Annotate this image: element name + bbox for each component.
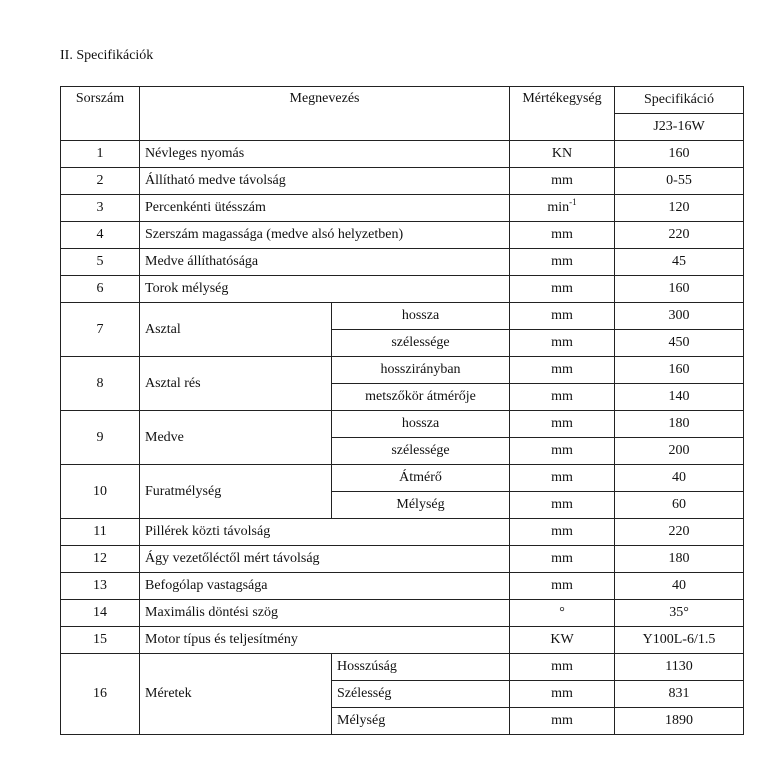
row-unit: mm bbox=[510, 330, 615, 357]
row-unit: mm bbox=[510, 573, 615, 600]
row-number: 14 bbox=[61, 600, 140, 627]
row-name: Szerszám magassága (medve alsó helyzetben) bbox=[140, 222, 510, 249]
table-row bbox=[61, 222, 744, 249]
row-value: 160 bbox=[615, 276, 744, 303]
row-unit: mm bbox=[510, 438, 615, 465]
row-sub-name: Átmérő bbox=[332, 465, 510, 492]
row-value: 220 bbox=[615, 222, 744, 249]
row-value: 40 bbox=[615, 465, 744, 492]
row-name: Torok mélység bbox=[140, 276, 510, 303]
table-header-row bbox=[61, 87, 744, 114]
row-name: Maximális döntési szög bbox=[140, 600, 510, 627]
row-sub-name: hossza bbox=[332, 411, 510, 438]
section-title: II. Specifikációk bbox=[60, 48, 154, 63]
table-row bbox=[61, 195, 744, 222]
row-number: 13 bbox=[61, 573, 140, 600]
header-mertekegyseg: Mértékegység bbox=[510, 87, 615, 141]
row-value: 60 bbox=[615, 492, 744, 519]
row-value: 120 bbox=[615, 195, 744, 222]
row-value: Y100L-6/1.5 bbox=[615, 627, 744, 654]
row-unit: mm bbox=[510, 465, 615, 492]
row-number: 2 bbox=[61, 168, 140, 195]
row-value: 1890 bbox=[615, 708, 744, 735]
table-row bbox=[61, 654, 744, 681]
row-value: 160 bbox=[615, 141, 744, 168]
row-number: 9 bbox=[61, 411, 140, 465]
row-name: Pillérek közti távolság bbox=[140, 519, 510, 546]
table-row bbox=[61, 546, 744, 573]
row-number: 6 bbox=[61, 276, 140, 303]
table-row bbox=[61, 600, 744, 627]
row-name: Állítható medve távolság bbox=[140, 168, 510, 195]
row-unit: mm bbox=[510, 384, 615, 411]
row-unit: mm bbox=[510, 357, 615, 384]
row-name: Asztal bbox=[140, 303, 332, 357]
row-value: 160 bbox=[615, 357, 744, 384]
row-sub-name: szélessége bbox=[332, 330, 510, 357]
row-number: 16 bbox=[61, 654, 140, 735]
row-value: 0-55 bbox=[615, 168, 744, 195]
table-row bbox=[61, 465, 744, 492]
header-specifikacio: Specifikáció bbox=[615, 87, 744, 114]
row-name: Medve bbox=[140, 411, 332, 465]
row-sub-name: szélessége bbox=[332, 438, 510, 465]
row-value: 220 bbox=[615, 519, 744, 546]
row-number: 10 bbox=[61, 465, 140, 519]
row-name: Furatmélység bbox=[140, 465, 332, 519]
table-row bbox=[61, 276, 744, 303]
row-number: 1 bbox=[61, 141, 140, 168]
row-number: 5 bbox=[61, 249, 140, 276]
row-unit: mm bbox=[510, 411, 615, 438]
row-value: 180 bbox=[615, 411, 744, 438]
row-number: 15 bbox=[61, 627, 140, 654]
row-unit: mm bbox=[510, 222, 615, 249]
table-row bbox=[61, 411, 744, 438]
row-sub-name: Szélesség bbox=[332, 681, 510, 708]
table-row bbox=[61, 519, 744, 546]
row-unit: mm bbox=[510, 546, 615, 573]
row-unit: mm bbox=[510, 249, 615, 276]
row-value: 1130 bbox=[615, 654, 744, 681]
row-name: Motor típus és teljesítmény bbox=[140, 627, 510, 654]
row-sub-name: Mélység bbox=[332, 492, 510, 519]
row-sub-name: metszőkör átmérője bbox=[332, 384, 510, 411]
table-row bbox=[61, 249, 744, 276]
row-number: 7 bbox=[61, 303, 140, 357]
row-unit: KN bbox=[510, 141, 615, 168]
row-value: 200 bbox=[615, 438, 744, 465]
table-row bbox=[61, 357, 744, 384]
row-sub-name: Mélység bbox=[332, 708, 510, 735]
table-row bbox=[61, 168, 744, 195]
row-unit: ° bbox=[510, 600, 615, 627]
row-name: Percenkénti ütésszám bbox=[140, 195, 510, 222]
row-name: Medve állíthatósága bbox=[140, 249, 510, 276]
row-name: Asztal rés bbox=[140, 357, 332, 411]
row-name: Ágy vezetőléctől mért távolság bbox=[140, 546, 510, 573]
row-value: 35° bbox=[615, 600, 744, 627]
header-model: J23-16W bbox=[615, 114, 744, 141]
row-value: 300 bbox=[615, 303, 744, 330]
row-value: 450 bbox=[615, 330, 744, 357]
row-unit: mm bbox=[510, 168, 615, 195]
row-unit: mm bbox=[510, 492, 615, 519]
row-unit: mm bbox=[510, 276, 615, 303]
row-unit: mm bbox=[510, 303, 615, 330]
table-row bbox=[61, 303, 744, 330]
row-unit: mm bbox=[510, 654, 615, 681]
row-number: 11 bbox=[61, 519, 140, 546]
row-unit: KW bbox=[510, 627, 615, 654]
row-sub-name: hosszirányban bbox=[332, 357, 510, 384]
row-unit: mm bbox=[510, 681, 615, 708]
row-sub-name: Hosszúság bbox=[332, 654, 510, 681]
row-number: 12 bbox=[61, 546, 140, 573]
header-sorszam: Sorszám bbox=[61, 87, 140, 141]
row-value: 180 bbox=[615, 546, 744, 573]
row-unit: mm bbox=[510, 708, 615, 735]
row-number: 4 bbox=[61, 222, 140, 249]
table-row bbox=[61, 627, 744, 654]
row-value: 40 bbox=[615, 573, 744, 600]
row-number: 3 bbox=[61, 195, 140, 222]
row-value: 45 bbox=[615, 249, 744, 276]
unit-exponent: -1 bbox=[569, 197, 577, 207]
table-row bbox=[61, 141, 744, 168]
table-row bbox=[61, 573, 744, 600]
row-name: Befogólap vastagsága bbox=[140, 573, 510, 600]
row-unit: mm bbox=[510, 519, 615, 546]
unit-base: min bbox=[547, 200, 570, 215]
row-unit bbox=[510, 195, 615, 222]
row-name: Névleges nyomás bbox=[140, 141, 510, 168]
specification-table bbox=[60, 86, 744, 735]
header-megnevezes: Megnevezés bbox=[140, 87, 510, 141]
row-sub-name: hossza bbox=[332, 303, 510, 330]
row-number: 8 bbox=[61, 357, 140, 411]
row-name: Méretek bbox=[140, 654, 332, 735]
row-value: 831 bbox=[615, 681, 744, 708]
row-value: 140 bbox=[615, 384, 744, 411]
